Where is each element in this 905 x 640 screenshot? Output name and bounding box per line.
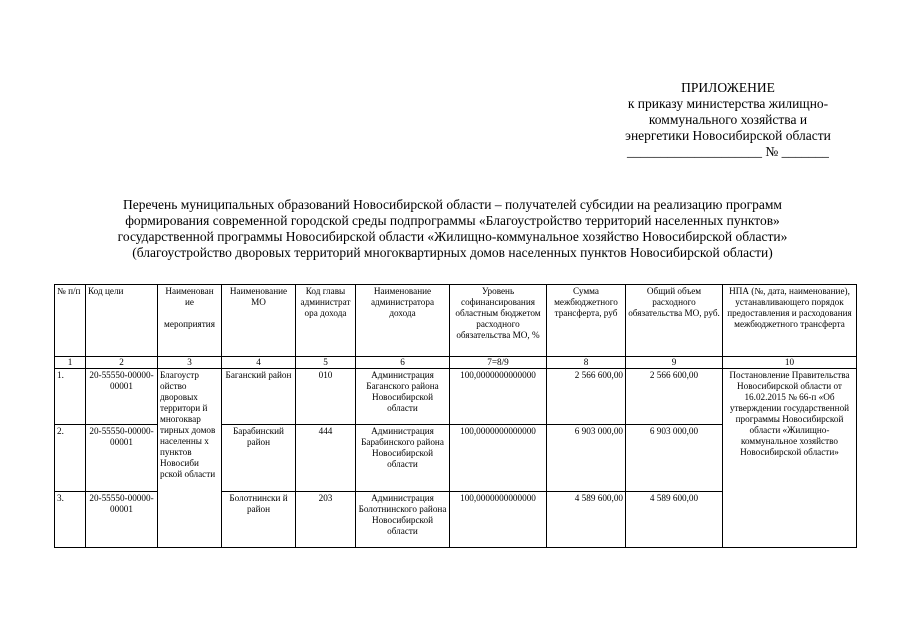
column-number: 7=8/9: [450, 357, 547, 369]
header-event-part: Наименован ие: [165, 286, 214, 307]
row-sum: 6 903 000,00: [547, 425, 626, 492]
header-event: [158, 285, 222, 357]
title-line: (благоустройство дворовых территорий многоквартирных домов населенных пунктов Новосибирской области): [132, 245, 773, 260]
header-event-part: мероприятия: [164, 319, 215, 329]
table-header-row: [55, 285, 857, 357]
column-number: 6: [356, 357, 450, 369]
row-sum: 4 589 600,00: [547, 492, 626, 548]
row-code: 20-55550-00000-00001: [86, 492, 158, 548]
row-code: 20-55550-00000-00001: [86, 425, 158, 492]
column-number: 10: [723, 357, 857, 369]
row-chapter: 444: [296, 425, 356, 492]
column-number: 8: [547, 357, 626, 369]
column-number-row: [55, 357, 857, 369]
row-admin: Администрация Барабинского района Новосибирской области: [356, 425, 450, 492]
appendix-title: ПРИЛОЖЕНИЕ: [681, 80, 775, 95]
row-sum: 2 566 600,00: [547, 369, 626, 425]
recipients-table: [54, 284, 857, 548]
appendix-line: коммунального хозяйства и: [648, 112, 808, 127]
row-total: 2 566 600,00: [626, 369, 723, 425]
title-line: государственной программы Новосибирской области «Жилищно-коммунальное хозяйство Новосибирской области»: [117, 229, 788, 244]
title-line: формирования современной городской среды подпрограммы «Благоустройство территорий населенных пунктов»: [125, 213, 780, 228]
row-chapter: 203: [296, 492, 356, 548]
document-title: [50, 197, 855, 261]
row-level: 100,0000000000000: [450, 369, 547, 425]
row-total: 4 589 600,00: [626, 492, 723, 548]
row-chapter: 010: [296, 369, 356, 425]
header-sum: Сумма межбюджетного трансферта, руб: [547, 285, 626, 357]
row-total: 6 903 000,00: [626, 425, 723, 492]
table-row: [55, 369, 857, 425]
appendix-line: энергетики Новосибирской области: [625, 128, 831, 143]
row-level: 100,0000000000000: [450, 492, 547, 548]
header-admin: Наименование администратора дохода: [356, 285, 450, 357]
row-num: 2.: [55, 425, 86, 492]
column-number: 1: [55, 357, 86, 369]
row-admin: Администрация Баганского района Новосибирской области: [356, 369, 450, 425]
header-code: Код цели: [86, 285, 158, 357]
header-mo: Наименование МО: [222, 285, 296, 357]
row-num: 3.: [55, 492, 86, 548]
row-num: 1.: [55, 369, 86, 425]
header-num: № п/п: [55, 285, 86, 357]
column-number: 2: [86, 357, 158, 369]
appendix-line: к приказу министерства жилищно-: [627, 96, 829, 111]
row-code: 20-55550-00000-00001: [86, 369, 158, 425]
header-chapter: Код главы администрат ора дохода: [296, 285, 356, 357]
header-total: Общий объем расходного обязательства МО, руб.: [626, 285, 723, 357]
header-npa: НПА (№, дата, наименование), устанавливающего порядок предоставления и расходования межбюджетного трансферта: [723, 285, 857, 357]
column-number: 4: [222, 357, 296, 369]
row-event: Благоустр ойство дворовых территори й многоквар тирных домов населенны х пунктов Новосиби рской области: [158, 369, 222, 548]
column-number: 5: [296, 357, 356, 369]
appendix-block: [600, 80, 856, 160]
header-level: Уровень софинансирования областным бюджетом расходного обязательства МО, %: [450, 285, 547, 357]
row-admin: Администрация Болотнинского района Новосибирской области: [356, 492, 450, 548]
column-number: 9: [626, 357, 723, 369]
row-mo: Болотнински й район: [222, 492, 296, 548]
appendix-signature-line: ____________________ № _______: [627, 144, 829, 159]
title-line: Перечень муниципальных образований Новосибирской области – получателей субсидии на реализацию программ: [123, 197, 782, 212]
row-mo: Барабинский район: [222, 425, 296, 492]
row-level: 100,0000000000000: [450, 425, 547, 492]
row-npa: Постановление Правительства Новосибирской области от 16.02.2015 № 66-п «Об утверждении государственной программы Новосибирской области «Жилищно-коммунальное хозяйство Новосибирской области»: [723, 369, 857, 548]
row-mo: Баганский район: [222, 369, 296, 425]
column-number: 3: [158, 357, 222, 369]
